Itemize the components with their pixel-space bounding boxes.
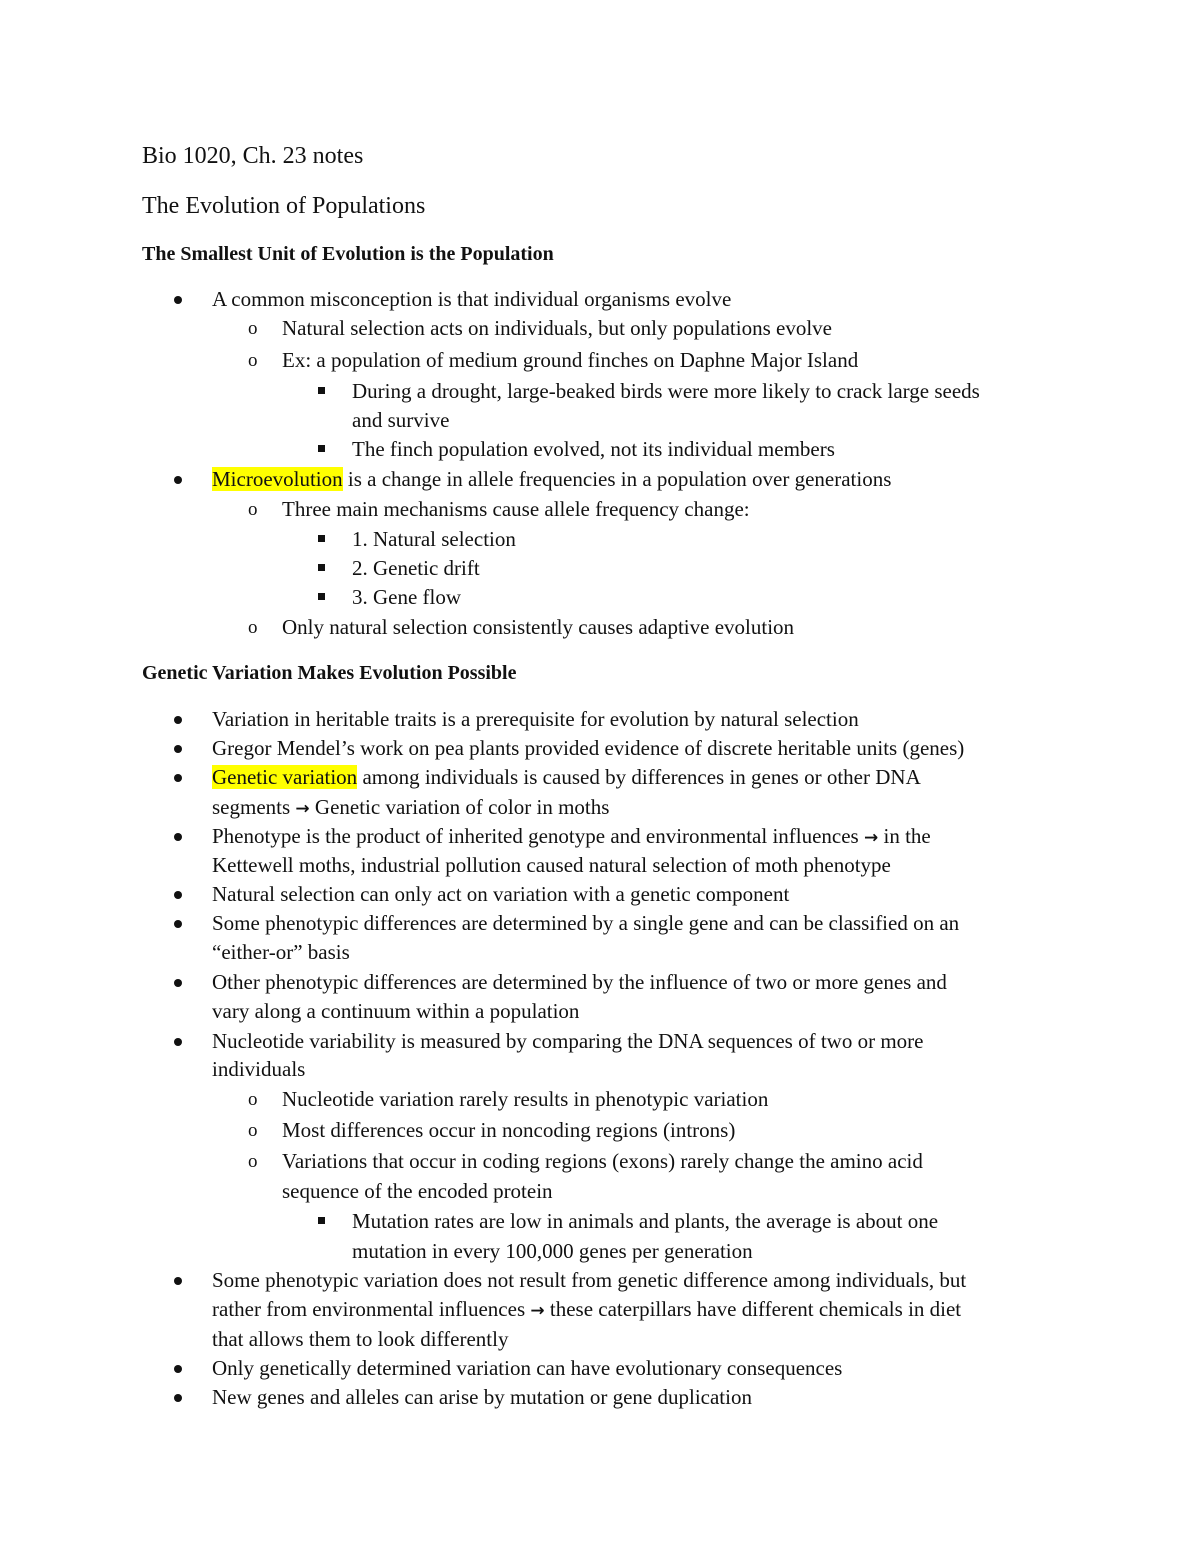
list-item-continuation: that allows them to look differently	[212, 1327, 509, 1351]
list-item: 3. Gene flow	[352, 583, 1072, 612]
list-item: Variation in heritable traits is a prerequisite for evolution by natural selection	[212, 705, 1072, 734]
list-item-continuation: individuals	[212, 1057, 306, 1081]
list-item-continuation: segments → Genetic variation of color in moths	[212, 795, 610, 819]
section-heading-smallest-unit: The Smallest Unit of Evolution is the Population	[142, 243, 554, 265]
circle-bullet-icon: o	[248, 1151, 258, 1172]
bullet-dot-icon	[174, 833, 182, 841]
list-item: Other phenotypic differences are determined by the influence of two or more genes and	[212, 968, 1072, 997]
list-item: o Three main mechanisms cause allele frequency change:	[282, 495, 1072, 524]
arrow-right-icon: →	[295, 799, 310, 819]
arrow-right-icon: →	[863, 828, 879, 848]
list-item-continuation: Kettewell moths, industrial pollution caused natural selection of moth phenotype	[212, 853, 891, 877]
bullet-dot-icon	[174, 774, 182, 782]
list-item-continuation: “either-or” basis	[212, 940, 350, 964]
square-bullet-icon	[318, 387, 325, 394]
list-item-continuation: mutation in every 100,000 genes per generation	[352, 1239, 753, 1263]
section-heading-genetic-variation: Genetic Variation Makes Evolution Possible	[142, 662, 517, 684]
list-item: 2. Genetic drift	[352, 554, 1072, 583]
square-bullet-icon	[318, 445, 325, 452]
highlighted-term-microevolution: Microevolution	[212, 467, 343, 491]
arrow-right-icon: →	[530, 1301, 545, 1321]
list-item-continuation: sequence of the encoded protein	[282, 1179, 553, 1203]
list-item: Nucleotide variability is measured by comparing the DNA sequences of two or more	[212, 1027, 1072, 1056]
list-item: o Natural selection acts on individuals, but only populations evolve	[282, 314, 1072, 343]
square-bullet-icon	[318, 564, 325, 571]
square-bullet-icon	[318, 593, 325, 600]
list-item: Phenotype is the product of inherited genotype and environmental influences → in the	[212, 822, 1072, 853]
list-item: Genetic variation among individuals is caused by differences in genes or other DNA	[212, 763, 1072, 792]
list-item: o Ex: a population of medium ground finches on Daphne Major Island	[282, 346, 1072, 375]
bullet-dot-icon	[174, 716, 182, 724]
list-item: Only genetically determined variation can have evolutionary consequences	[212, 1354, 1072, 1383]
list-item: Natural selection can only act on variation with a genetic component	[212, 880, 1072, 909]
list-item: Microevolution is a change in allele frequencies in a population over generations	[212, 465, 1072, 494]
bullet-dot-icon	[174, 1394, 182, 1402]
circle-bullet-icon: o	[248, 318, 258, 339]
bullet-dot-icon	[174, 920, 182, 928]
list-item: o Nucleotide variation rarely results in phenotypic variation	[282, 1085, 1072, 1114]
bullet-dot-icon	[174, 476, 182, 484]
list-item: o Only natural selection consistently causes adaptive evolution	[282, 613, 1072, 642]
highlighted-term-genetic-variation: Genetic variation	[212, 765, 358, 789]
bullet-dot-icon	[174, 1365, 182, 1373]
bullet-dot-icon	[174, 1277, 182, 1285]
bullet-dot-icon	[174, 745, 182, 753]
document-title: Bio 1020, Ch. 23 notes	[142, 143, 364, 169]
list-item-continuation: and survive	[352, 408, 450, 432]
circle-bullet-icon: o	[248, 499, 258, 520]
document-subtitle: The Evolution of Populations	[142, 193, 426, 219]
circle-bullet-icon: o	[248, 1089, 258, 1110]
list-item: New genes and alleles can arise by mutation or gene duplication	[212, 1383, 1072, 1412]
circle-bullet-icon: o	[248, 350, 258, 371]
list-item: Some phenotypic variation does not result from genetic difference among individuals, but	[212, 1266, 1072, 1295]
list-item: A common misconception is that individual organisms evolve	[212, 285, 1072, 314]
list-item: During a drought, large-beaked birds were more likely to crack large seeds	[352, 377, 1072, 406]
list-item: Gregor Mendel’s work on pea plants provided evidence of discrete heritable units (genes)	[212, 734, 1072, 763]
list-item: o Most differences occur in noncoding regions (introns)	[282, 1116, 1072, 1145]
square-bullet-icon	[318, 535, 325, 542]
list-item: The finch population evolved, not its individual members	[352, 435, 1072, 464]
list-item: Mutation rates are low in animals and plants, the average is about one	[352, 1207, 1072, 1236]
bullet-dot-icon	[174, 296, 182, 304]
square-bullet-icon	[318, 1217, 325, 1224]
bullet-dot-icon	[174, 891, 182, 899]
circle-bullet-icon: o	[248, 617, 258, 638]
list-item-continuation: rather from environmental influences → these caterpillars have different chemicals in diet	[212, 1297, 962, 1321]
bullet-dot-icon	[174, 1038, 182, 1046]
list-item: 1. Natural selection	[352, 525, 1072, 554]
list-item: o Variations that occur in coding regions (exons) rarely change the amino acid	[282, 1147, 1072, 1176]
circle-bullet-icon: o	[248, 1120, 258, 1141]
bullet-dot-icon	[174, 979, 182, 987]
list-item-continuation: vary along a continuum within a population	[212, 999, 580, 1023]
list-item: Some phenotypic differences are determined by a single gene and can be classified on an	[212, 909, 1072, 938]
